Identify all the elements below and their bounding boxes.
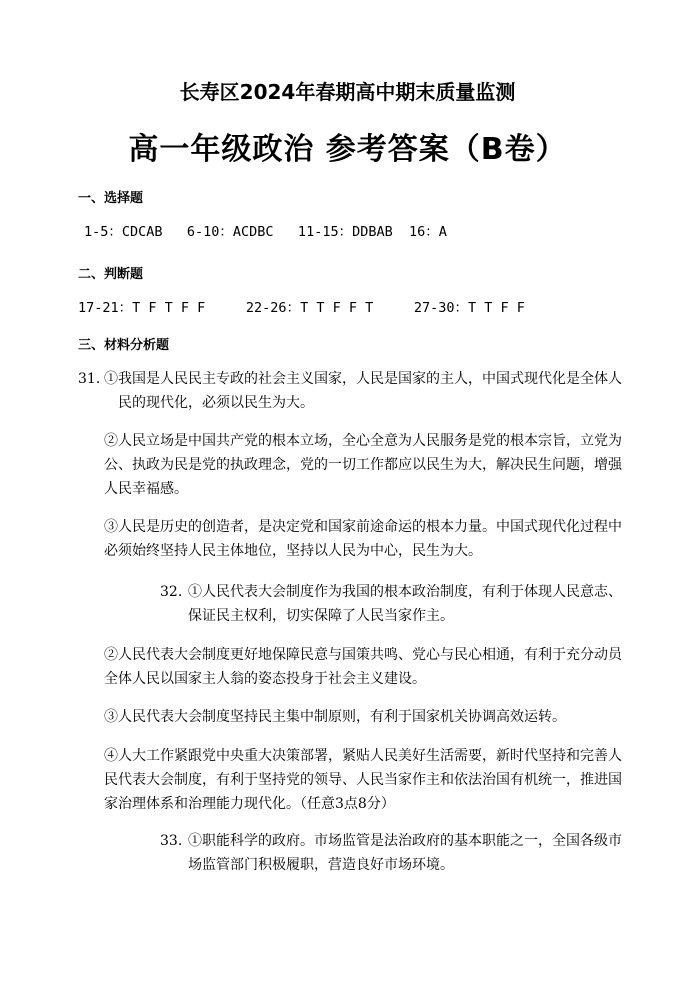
q32-point-3-text: ③人民代表大会制度坚持民主集中制原则，有利于国家机关协调高效运转。 [104,709,566,725]
q31-point-1 [104,367,622,415]
document-subtitle: 高一年级政治 参考答案（B卷） [128,132,567,167]
q31-point-3-text: ③人民是历史的创造者，是决定党和国家前途命运的根本力量。中国式现代化过程中必须始终坚持人民主体地位，坚持以人民为中心，民生为大。 [104,519,622,559]
q31-point-2 [104,429,622,501]
section-heading-analysis: 三、材料分析题 [78,338,170,353]
q32-point-3 [104,705,622,729]
q31-point-2-text: ②人民立场是中国共产党的根本立场，全心全意为人民服务是党的根本宗旨，立党为公、执政为民是党的执政理念，党的一切工作都应以民生为大，解决民生问题，增强人民幸福感。 [104,433,622,497]
judgement-answers: 17-21：T F T F F 22-26：T T F F T 27-30：T T F F [78,300,525,316]
q32-number: 32. [160,584,183,600]
q31-point-3 [104,515,622,563]
q32-point-1-text: ①人民代表大会制度作为我国的根本政治制度，有利于体现人民意志、保证民主权利，切实保障了人民当家作主。 [188,584,622,624]
q32-point-4 [104,744,622,816]
q33-point-1-text: ①职能科学的政府。市场监管是法治政府的基本职能之一，全国各级市场监管部门积极履职，营造良好市场环境。 [188,833,622,873]
q32-point-2 [104,643,622,691]
q33-point-1 [188,829,622,877]
q32-point-2-text: ②人民代表大会制度更好地保障民意与国策共鸣、党心与民心相通，有利于充分动员全体人民以国家主人翁的姿态投身于社会主义建设。 [104,647,622,687]
section-heading-choice: 一、选择题 [78,191,144,206]
document-title: 长寿区2024年春期高中期末质量监测 [179,80,516,104]
q31-number: 31. [78,371,101,387]
q33-number: 33. [160,833,183,849]
choice-answers: 1-5：CDCAB 6-10：ACDBC 11-15：DDBAB 16：A [84,224,447,240]
section-heading-judgement: 二、判断题 [78,267,144,282]
q32-point-4-text: ④人大工作紧跟党中央重大决策部署，紧贴人民美好生活需要，新时代坚持和完善人民代表大会制度，有利于坚持党的领导、人民当家作主和依法治国有机统一，推进国家治理体系和治理能力现代化。（任意3点8分） [104,748,622,812]
q32-point-1 [188,580,622,628]
q31-point-1-text: ①我国是人民民主专政的社会主义国家，人民是国家的主人，中国式现代化是全体人民的现代化，必须以民生为大。 [104,371,622,411]
